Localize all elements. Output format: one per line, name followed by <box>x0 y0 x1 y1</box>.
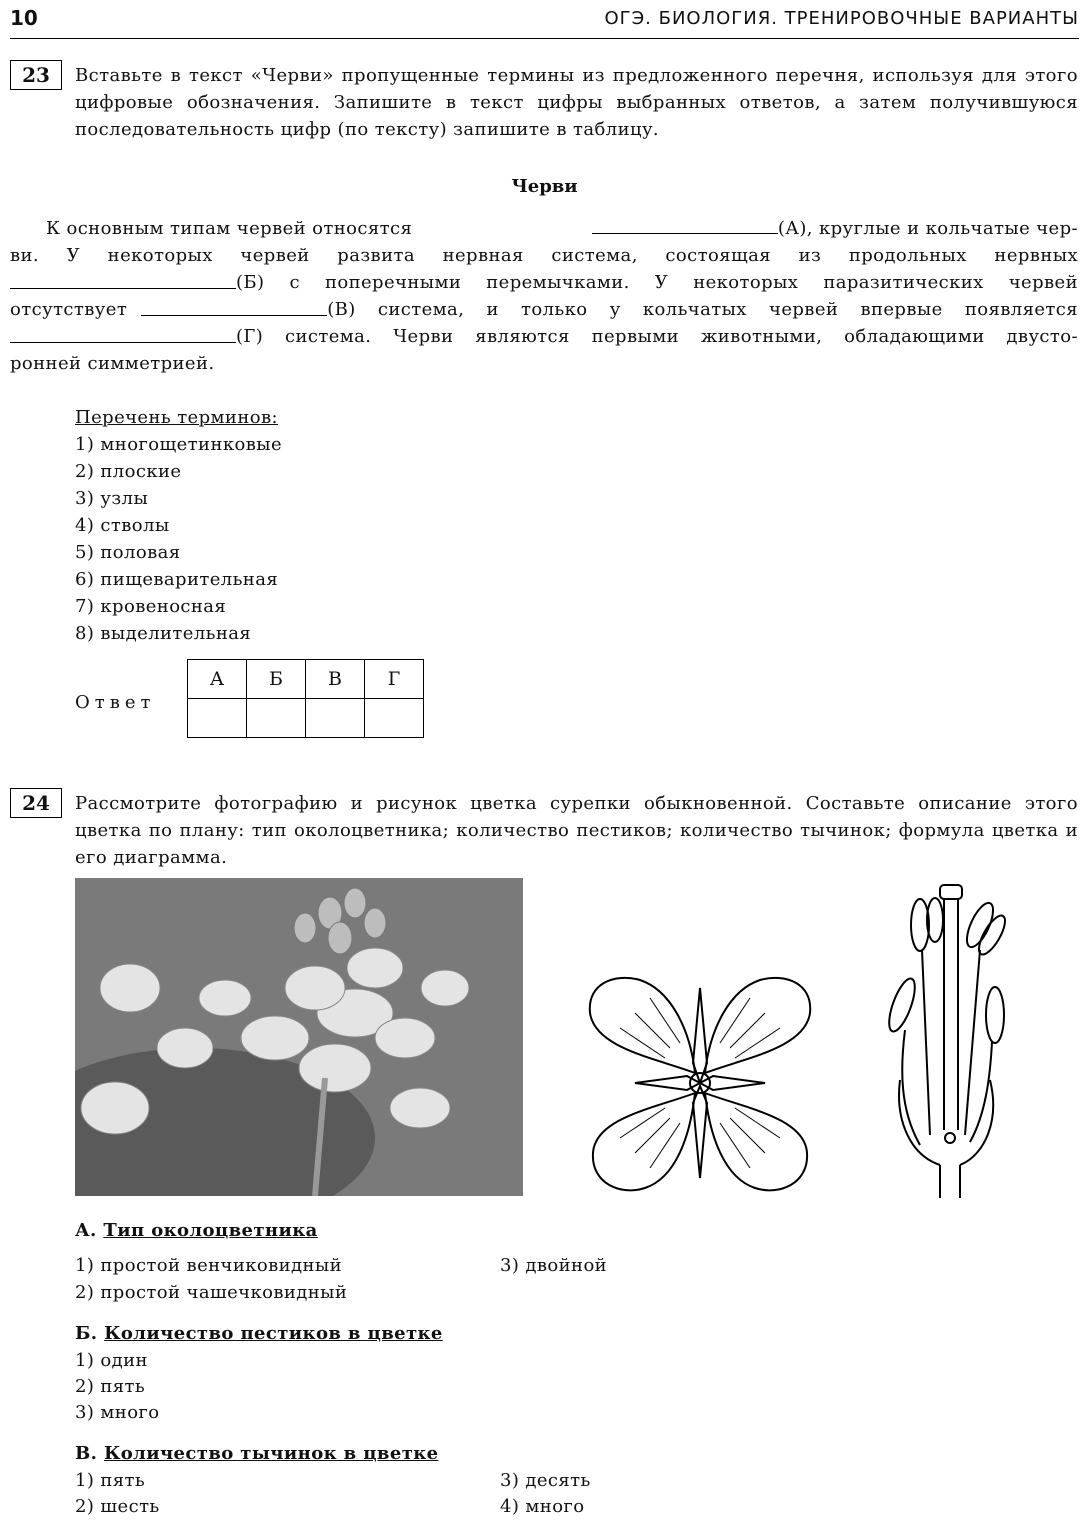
option-v1: 1) пять <box>75 1470 146 1491</box>
section-b-heading: Количество пестиков в цветке <box>104 1323 443 1344</box>
term-item: 5) половая <box>75 542 181 563</box>
q24-instruction: Рассмотрите фотографию и рисунок цветка сурепки обыкновенной. Составьте описание этого цветка по плану: тип околоцветника; количество пестиков; количество тычинок; формула цветка и его диаграмма. <box>75 793 1078 868</box>
answer-header-g: Г <box>365 660 424 699</box>
term-item: 6) пищеварительная <box>75 569 279 590</box>
section-v-title <box>75 1443 439 1464</box>
q23-instruction: Вставьте в текст «Черви» пропущенные термины из предложенного перечня, используя для этого цифровые обозначения. Запишите в текст цифры выбранных ответов, а затем получившуюся последовательность цифр (по тексту) запишите в таблицу. <box>75 65 1078 140</box>
answer-label: Ответ <box>75 692 156 713</box>
header-rule <box>10 38 1079 39</box>
gap-text-line-2: ви. У некоторых червей развита нервная система, состоящая из продольных нервных <box>10 245 1078 266</box>
question-number-24: 24 <box>10 788 62 818</box>
answer-cell-g[interactable] <box>365 699 424 738</box>
page-number: 10 <box>10 6 38 30</box>
term-item: 1) многощетинковые <box>75 434 283 455</box>
section-a-letter: А. <box>75 1220 97 1241</box>
option-b2: 2) пять <box>75 1376 146 1397</box>
gap-text-line-5: (Г) система. Черви являются первыми животными, обладающими двусто- <box>236 326 1078 347</box>
flower-diagram-drawing <box>575 968 825 1200</box>
section-b-title <box>75 1323 443 1344</box>
text-title: Черви <box>511 176 578 197</box>
section-b-letter: Б. <box>75 1323 98 1344</box>
answer-header-a: А <box>188 660 247 699</box>
gap-text-line-3: (Б) с поперечными перемычками. У некоторых паразитических червей <box>236 272 1078 293</box>
option-v4: 4) много <box>500 1496 585 1517</box>
option-a3: 3) двойной <box>500 1255 608 1276</box>
option-a1: 1) простой венчиковидный <box>75 1255 343 1276</box>
gap-text-line-6: ронней симметрией. <box>10 353 215 374</box>
answer-cell-v[interactable] <box>306 699 365 738</box>
blank-v[interactable] <box>141 314 327 316</box>
answer-table <box>187 659 424 738</box>
flower-longitudinal-drawing <box>880 880 1020 1198</box>
gap-text-line-1b: (А), круглые и кольчатые чер- <box>777 218 1078 239</box>
terms-title: Перечень терминов: <box>75 407 278 428</box>
answer-cell-a[interactable] <box>188 699 247 738</box>
q23-gap-text <box>10 215 1078 377</box>
option-a2: 2) простой чашечковидный <box>75 1282 348 1303</box>
blank-g[interactable] <box>10 341 236 343</box>
option-b1: 1) один <box>75 1350 148 1371</box>
gap-text-line-4b: (В) система, и только у кольчатых червей впервые появляется <box>327 299 1078 320</box>
answer-cell-b[interactable] <box>247 699 306 738</box>
option-b3: 3) много <box>75 1402 160 1423</box>
running-title: ОГЭ. БИОЛОГИЯ. ТРЕНИРОВОЧНЫЕ ВАРИАНТЫ <box>604 8 1079 29</box>
option-v2: 2) шесть <box>75 1496 160 1517</box>
option-v3: 3) десять <box>500 1470 591 1491</box>
answer-header-v: В <box>306 660 365 699</box>
term-item: 7) кровеносная <box>75 596 227 617</box>
question-number-23: 23 <box>10 60 62 90</box>
section-a-heading: Тип околоцветника <box>103 1220 318 1241</box>
term-item: 4) стволы <box>75 515 170 536</box>
blank-a[interactable] <box>592 232 778 234</box>
gap-text-line-4a: отсутствует <box>10 299 128 320</box>
flower-photo-image <box>75 878 523 1196</box>
gap-text-line-1a: К основным типам червей относятся <box>46 218 413 239</box>
section-v-heading: Количество тычинок в цветке <box>103 1443 439 1464</box>
term-item: 8) выделительная <box>75 623 252 644</box>
blank-b[interactable] <box>10 287 236 289</box>
flower-photo <box>75 878 523 1196</box>
term-item: 3) узлы <box>75 488 149 509</box>
section-v-letter: В. <box>75 1443 98 1464</box>
section-a-title <box>75 1220 318 1241</box>
answer-header-b: Б <box>247 660 306 699</box>
terms-list <box>75 404 282 647</box>
term-item: 2) плоские <box>75 461 182 482</box>
